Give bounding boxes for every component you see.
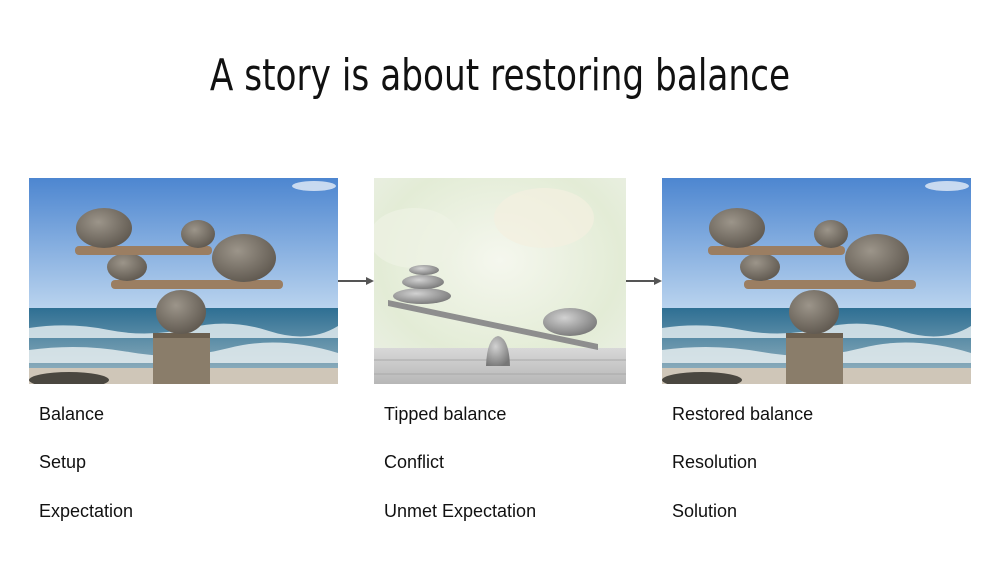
column-3-line-2: Resolution <box>672 452 758 472</box>
tipped-stones-seesaw-image <box>374 178 626 384</box>
slide-title: A story is about restoring balance <box>209 50 791 101</box>
balanced-stones-beach-image <box>29 178 338 384</box>
column-3-line-3: Solution <box>672 501 738 521</box>
column-2-line-3: Unmet Expectation <box>384 501 537 521</box>
column-1-line-1: Balance <box>39 404 105 424</box>
column-2-line-2: Conflict <box>384 452 445 472</box>
column-1-line-3: Expectation <box>39 501 134 521</box>
arrow-right-icon <box>626 276 662 286</box>
column-3-line-1: Restored balance <box>672 404 814 424</box>
column-2-line-1: Tipped balance <box>384 404 507 424</box>
column-1-line-2: Setup <box>39 452 87 472</box>
balanced-stones-beach-image <box>662 178 971 384</box>
arrow-right-icon <box>338 276 374 286</box>
